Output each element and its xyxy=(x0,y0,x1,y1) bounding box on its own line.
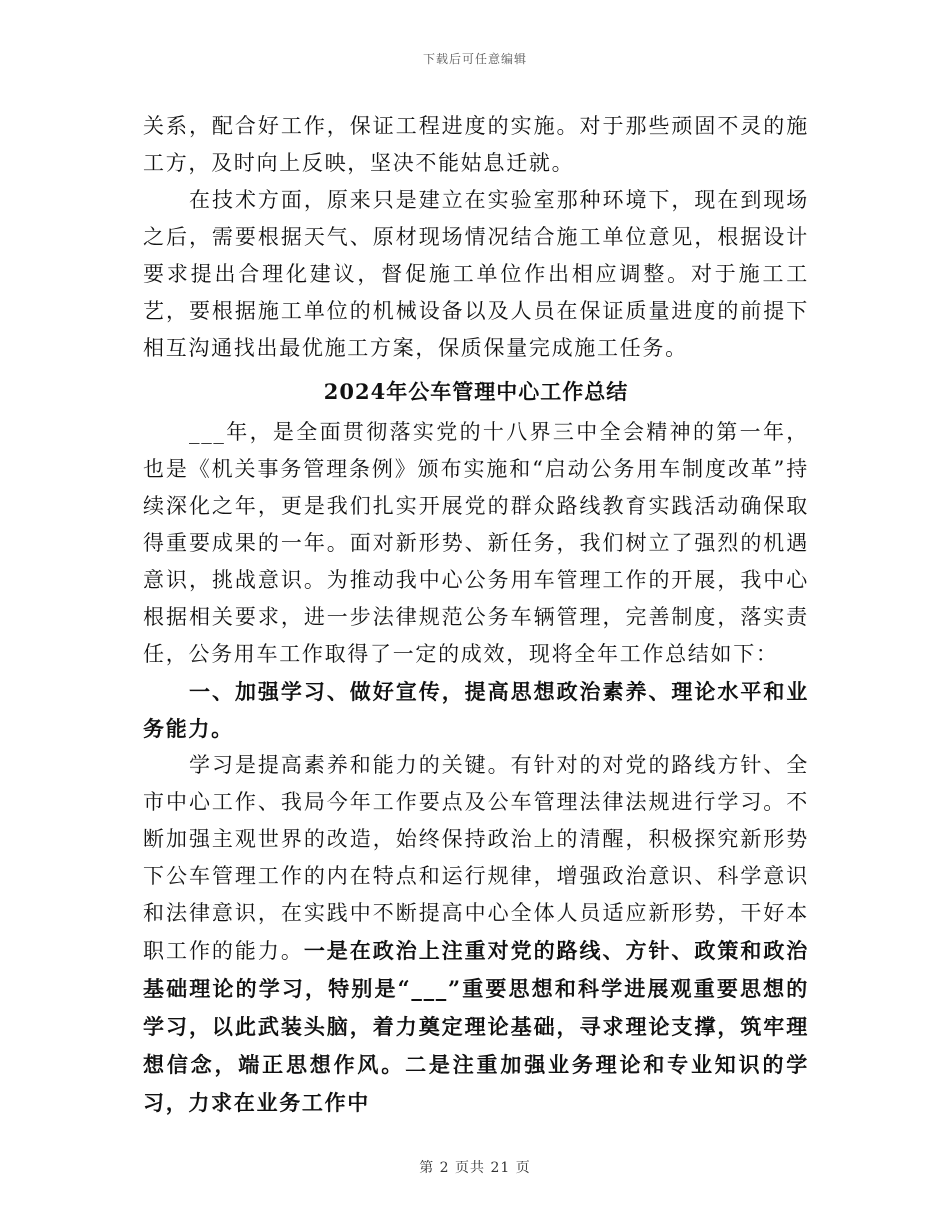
document-body xyxy=(143,108,809,1122)
paragraph-learning-emphasis: 一是在政治上注重对党的路线、方针、政策和政治基础理论的学习，特别是“___”重要思想和科学进展观重要思想的学习，以此武装头脑，着力奠定理论基础，寻求理论支撑，筑牢理想信念，端正思想作风。二是注重加强业务理论和专业知识的学习，力求在业务工作中 xyxy=(143,938,809,1115)
paragraph-learning-text: 学习是提高素养和能力的关键。有针对的对党的路线方针、全市中心工作、我局今年工作要点及公车管理法律法规进行学习。不断加强主观世界的改造，始终保持政治上的清醒，积极探究新形势下公车管理工作的内在特点和运行规律，增强政治意识、科学意识和法律意识，在实践中不断提高中心全体人员适应新形势，干好本职工作的能力。 xyxy=(143,753,809,963)
section-heading-1: 一、加强学习、做好宣传，提高思想政治素养、理论水平和业务能力。 xyxy=(143,679,809,741)
paragraph-technical: 在技术方面，原来只是建立在实验室那种环境下，现在到现场之后，需要根据天气、原材现场情况结合施工单位意见，根据设计要求提出合理化建议，督促施工单位作出相应调整。对于施工工艺，要根据施工单位的机械设备以及人员在保证质量进度的前提下相互沟通找出最优施工方案，保质保量完成施工任务。 xyxy=(143,188,809,360)
paragraph-intro: ___年，是全面贯彻落实党的十八界三中全会精神的第一年，也是《机关事务管理条例》颁布实施和“启动公务用车制度改革”持续深化之年，更是我们扎实开展党的群众路线教育实践活动确保取得重要成果的一年。面对新形势、新任务，我们树立了强烈的机遇意识，挑战意识。为推动我中心公务用车管理工作的开展，我中心根据相关要求，进一步法律规范公务车辆管理，完善制度，落实责任，公务用车工作取得了一定的成效，现将全年工作总结如下： xyxy=(143,420,809,666)
page-footer: 第 2 页共 21 页 xyxy=(419,1160,531,1176)
paragraph-learning xyxy=(143,747,809,1122)
page-header: 下载后可任意编辑 xyxy=(422,52,527,66)
document-title: 2024年公车管理中心工作总结 xyxy=(323,379,629,404)
paragraph-continuation: 关系，配合好工作，保证工程进度的实施。对于那些顽固不灵的施工方，及时向上反映，坚决不能姑息迁就。 xyxy=(143,114,809,175)
